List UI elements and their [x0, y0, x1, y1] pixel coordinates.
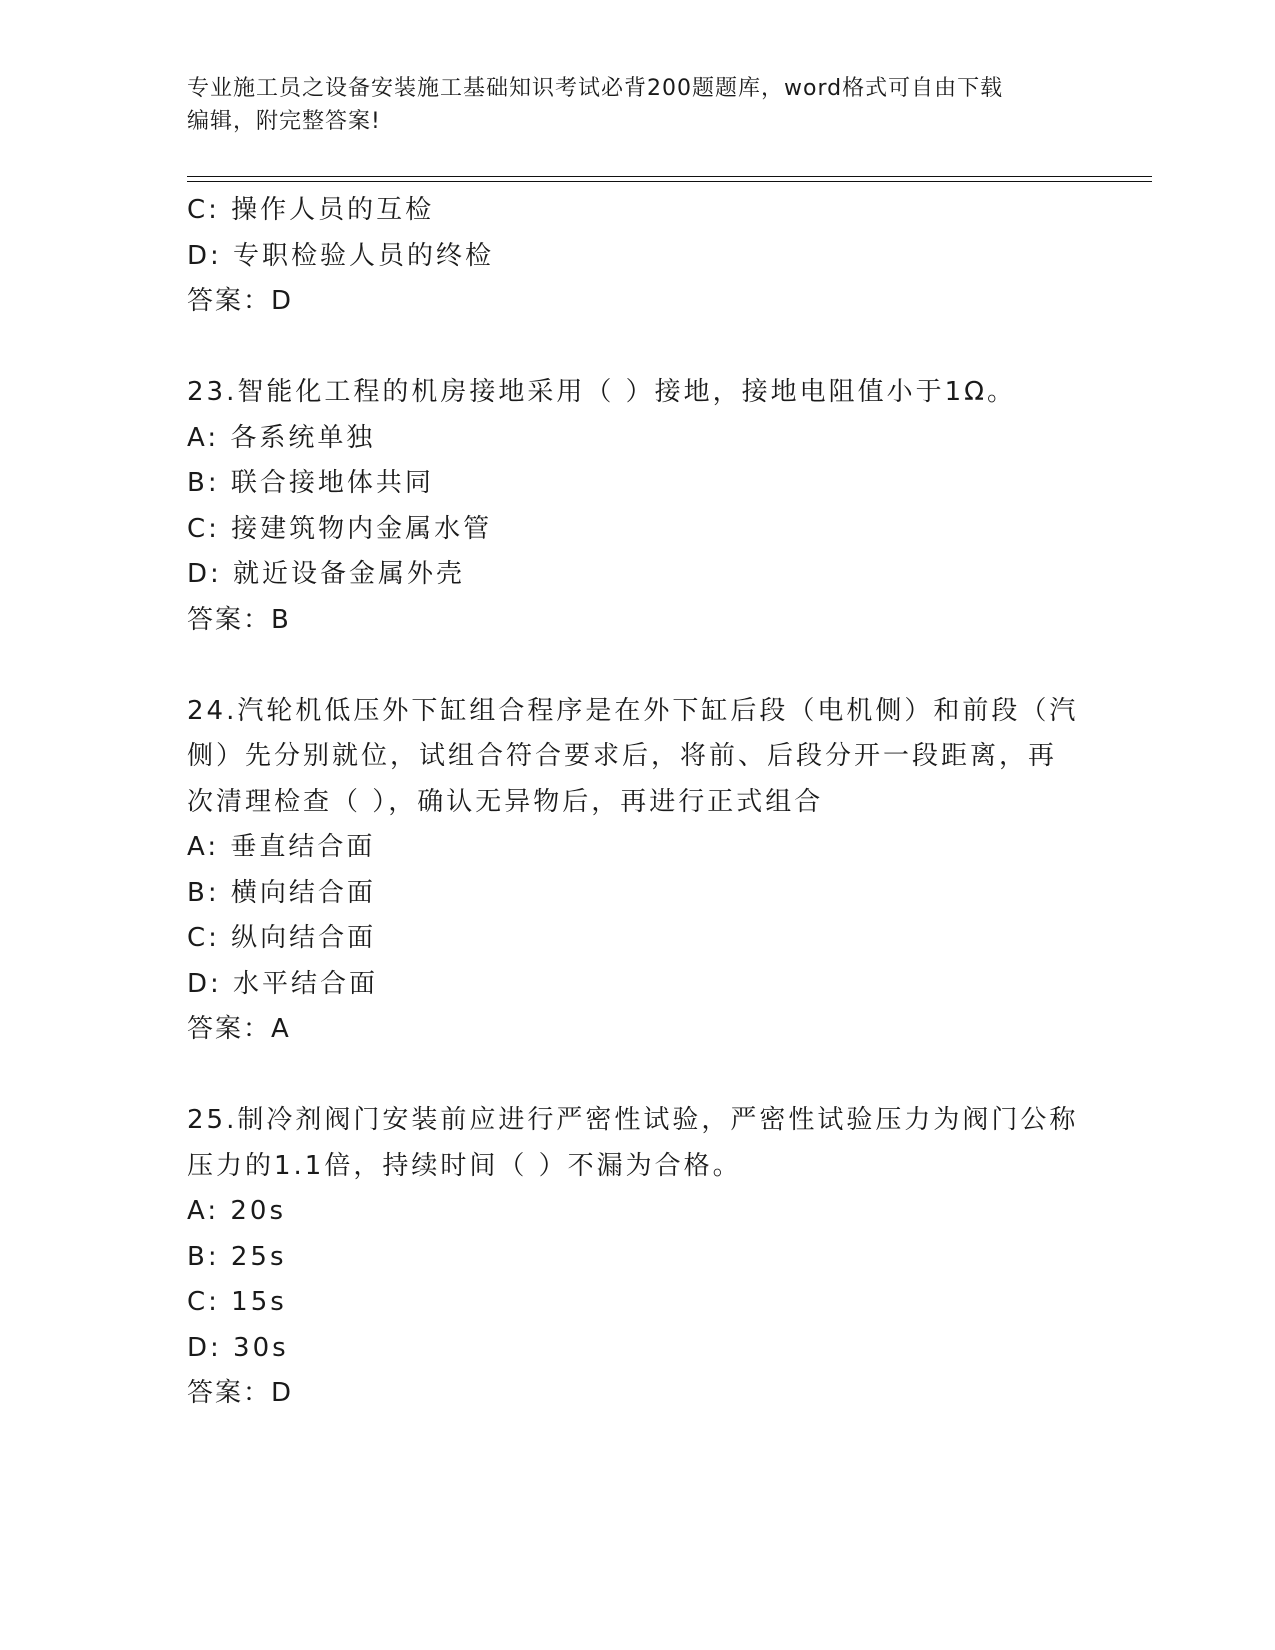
option-c: C: 15s [187, 1287, 287, 1317]
question-25 [187, 1098, 1087, 1417]
document-header [187, 72, 1087, 138]
answer-line: 答案：A [187, 1014, 291, 1044]
question-24 [187, 689, 1087, 1053]
question-stem: 压力的1.1倍，持续时间（ ）不漏为合格。 [187, 1150, 742, 1181]
option-a: A: 各系统单独 [187, 422, 376, 453]
header-title-line-2: 编辑，附完整答案! [187, 109, 381, 134]
option-d: D: 30s [187, 1332, 289, 1363]
option-b: B: 25s [187, 1241, 287, 1272]
question-stem: 23.智能化工程的机房接地采用（ ）接地，接地电阻值小于1Ω。 [187, 377, 1017, 407]
option-d: D: 水平结合面 [187, 968, 379, 999]
option-a: A: 20s [187, 1196, 286, 1226]
question-23 [187, 370, 1087, 643]
question-stem: 侧）先分别就位，试组合符合要求后，将前、后段分开一段距离，再 [187, 741, 1058, 771]
answer-line: 答案：D [187, 1378, 294, 1408]
answer-line: 答案：D [187, 286, 294, 316]
question-stem: 25.制冷剂阀门安装前应进行严密性试验，严密性试验压力为阀门公称 [187, 1105, 1079, 1135]
question-stem: 24.汽轮机低压外下缸组合程序是在外下缸后段（电机侧）和前段（汽 [187, 695, 1079, 726]
spacer [187, 643, 1087, 689]
spacer [187, 1053, 1087, 1099]
option-b: B: 横向结合面 [187, 877, 376, 908]
question-stem: 次清理检查（ ），确认无异物后，再进行正式组合 [187, 786, 824, 817]
option-a: A: 垂直结合面 [187, 832, 376, 862]
question-22-continued [187, 188, 1087, 325]
option-c: C: 操作人员的互检 [187, 195, 435, 225]
answer-line: 答案：B [187, 604, 291, 635]
option-c: C: 接建筑物内金属水管 [187, 513, 493, 544]
option-b: B: 联合接地体共同 [187, 468, 434, 498]
option-d: D: 就近设备金属外壳 [187, 559, 466, 589]
option-d: D: 专职检验人员的终检 [187, 240, 495, 271]
document-body [187, 188, 1087, 1417]
spacer [187, 325, 1087, 371]
option-c: C: 纵向结合面 [187, 923, 377, 953]
header-divider-bottom [187, 181, 1152, 182]
header-divider-top [187, 176, 1152, 177]
header-title-line-1: 专业施工员之设备安装施工基础知识考试必背200题题库，word格式可自由下载 [187, 76, 1004, 101]
